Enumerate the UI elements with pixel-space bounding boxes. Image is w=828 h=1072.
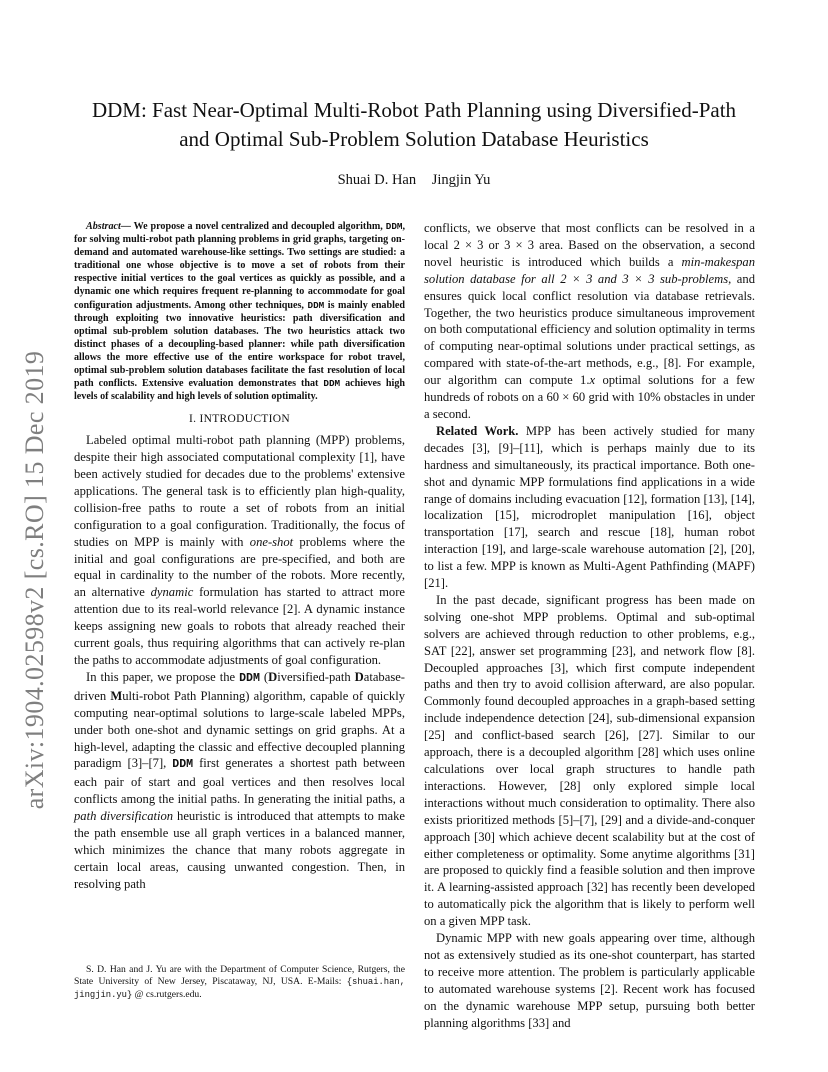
- related-work-paragraph: Related Work. MPP has been actively studied for many decades [3], [9]–[11], which is perhaps mainly due to its hardness and simultaneously, its practical importance. Both one-shot and dynamic MPP formulations find applications in a wide range of domains including evacuation [12], formation [13], [14], localization [15], microdroplet manipulation [16], object transportation [17], search and rescue [18], human robot interaction [19], and large-scale warehouse automation [2], [20], to list a few. MPP is known as Multi-Agent Pathfinding (MAPF) [21].: [424, 423, 755, 591]
- author-1: Shuai D. Han: [337, 172, 417, 188]
- right-paragraph-1: conflicts, we observe that most conflicts can be resolved in a local 2 × 3 or 3 × 3 area. Based on the observation, a second novel heuristic is introduced which builds a min-makespan solution database for all 2 × 3 and 3 × 3 sub-problems, and ensures quick local conflict resolution via database retrievals. Together, the two heuristics produce simultaneous improvement on both computational efficiency and solution optimality in terms of computing near-optimal solutions under practical settings, as compared with state-of-the-art methods, e.g., [8]. For example, our algorithm can compute 1.x optimal solutions for a few hundreds of robots on a 60 × 60 grid with 10% obstacles in under a second.: [424, 221, 755, 421]
- ddm-name: DDM: [385, 221, 403, 232]
- intro-paragraph-2: In this paper, we propose the DDM (Diversified-path Database-driven Multi-robot Path Planning) algorithm, capable of quickly computing near-optimal solutions to large-scale labeled MPPs, under both one-shot and dynamic settings on grid graphs. At a high-level, adapting the classic and effective decoupled planning paradigm [3]–[7], DDM first generates a shortest path between each pair of start and goal vertices and then resolves local conflicts among the initial paths. In generating the initial paths, a path diversification heuristic is introduced that attempts to make the path ensemble use all graph vertices in a balanced manner, which minimizes the chance that many robots aggregate in certain local areas, causing unwanted congestion. Then, in resolving path: [74, 669, 406, 891]
- abstract-lead: Abstract: [86, 221, 121, 232]
- abstract: Abstract— We propose a novel centralized and decoupled algorithm, DDM, for solving multi-robot path planning problems in grid graphs, targeting on-demand and automated warehouse-like settings. Two settings are studied: a traditional one whose objective is to move a set of robots from their respective initial vertices to the goal vertices as quickly as possible, and a dynamic one which requires frequent re-planning to accommodate for goal configuration adjustments. Among other techniques, DDM is mainly enabled through exploiting two innovative heuristics: path diversification and optimal sub-problem solution databases. The two heuristics attack two distinct phases of a decoupling-based planner: while path diversification allows the more effective use of the entire workspace for robot travel, optimal sub-problem solution databases facilitate the fast resolution of local path conflicts. Extensive evaluation demonstrates that DDM achieves high levels of scalability and high levels of solution optimality.: [74, 221, 405, 403]
- author-footnote: S. D. Han and J. Yu are with the Department of Computer Science, Rutgers, the State University of New Jersey, Piscataway, NJ, USA. E-Mails: {shuai.han, jingjin.yu} @ cs.rutgers.edu.: [74, 964, 405, 1000]
- right-paragraph-4: Dynamic MPP with new goals appearing over time, although not as extensively studied as its one-shot counterpart, has started to receive more attention. The problem is particularly applicable to automated warehouse systems [2]. Recent work has focused on the dynamic warehouse MPP setup, pursuing both better planning algorithms [33] and: [424, 931, 755, 1030]
- author-2: Jingjin Yu: [431, 172, 491, 188]
- left-column: [74, 220, 405, 893]
- title-line-1: DDM: Fast Near-Optimal Multi-Robot Path Planning using Diversified-Path: [91, 98, 737, 122]
- section-heading-introduction: I. INTRODUCTION: [189, 413, 290, 426]
- arxiv-id: arXiv:1904.02598v2 [cs.RO] 15 Dec 2019: [20, 350, 49, 810]
- author-emails: {shuai.han, jingjin.yu}: [74, 977, 405, 1000]
- paper-title: [60, 96, 768, 154]
- title-line-2: and Optimal Sub-Problem Solution Database Heuristics: [179, 127, 649, 151]
- right-column: [424, 220, 755, 1032]
- author-list: [0, 172, 828, 189]
- intro-paragraph-1: Labeled optimal multi-robot path planning (MPP) problems, despite their high associated computational complexity [1], have been actively studied for decades due to the problems' extensive applications. The general task is to efficiently plan high-quality, collision-free paths to route a set of robots from an initial configuration to a goal configuration. Traditionally, the focus of studies on MPP is mainly with one-shot problems where the initial and goal configurations are pre-specified, and both are equal in cardinality to the number of the robots. More recently, an alternative dynamic formulation has started to attract more attention due to its real-world relevance [2]. A dynamic instance keeps assigning new goals to robots that already reached their current goals, thus requiring algorithms that can actively re-plan the paths to accommodate adjustments of goal configuration.: [74, 433, 406, 667]
- right-paragraph-3: In the past decade, significant progress has been made on solving one-shot MPP problems. Optimal and sub-optimal solvers are achieved through reduction to other problems, e.g., SAT [22], answer set programming [23], and network flow [8]. Decoupled approaches [3], which first compute independent paths and then try to avoid collision afterward, are also popular. Commonly found decoupled approaches in a graph-based setting include independence detection [24], sub-dimensional expansion [25] and conflict-based search [26], [27]. Similar to our approach, there is a decoupled algorithm [28] which uses online calculations over local graph structures to handle path interactions. However, [28] only explored simple local interactions without much consideration to optimality. There also exists prioritized methods [5]–[7], [29] and a divide-and-conquer approach [30] which achieve decent scalability but at the cost of either completeness or optimality. Some anytime algorithms [31] are proposed to quickly find a feasible solution and then improve it. A learning-assisted approach [32] has recently been developed to automatically pick the algorithm that is likely to perform well on a given MPP task.: [424, 592, 755, 929]
- related-work-heading: Related Work.: [436, 423, 519, 438]
